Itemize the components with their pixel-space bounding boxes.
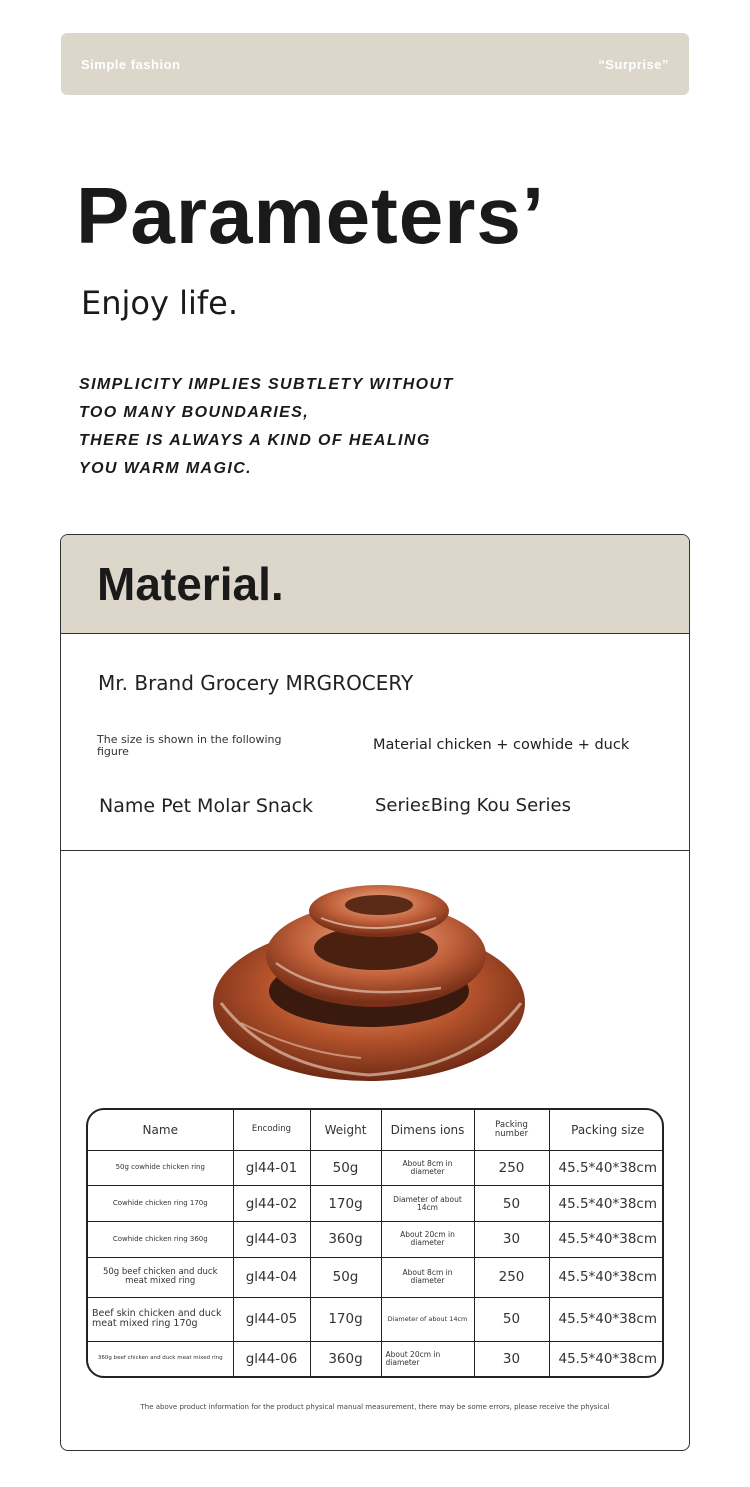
cell-dimensions: About 20cm in diameter [381, 1341, 474, 1376]
cell-packing-number: 30 [474, 1221, 549, 1257]
header-packing-size: Packing size [549, 1110, 664, 1150]
cell-dimensions: Diameter of about 14cm [381, 1186, 474, 1222]
cell-weight: 50g [310, 1150, 381, 1186]
table-header-row [88, 1110, 664, 1150]
cell-encoding: gl44-03 [233, 1221, 310, 1257]
cell-name: Beef skin chicken and duck meat mixed ring 170g [88, 1297, 233, 1341]
cell-packing-number: 50 [474, 1297, 549, 1341]
slogan [79, 371, 454, 483]
cell-packing-size: 45.5*40*38cm [549, 1186, 664, 1222]
cell-encoding: gl44-01 [233, 1150, 310, 1186]
cell-name: Cowhide chicken ring 170g [88, 1186, 233, 1222]
cell-name: 50g beef chicken and duck meat mixed ring [88, 1257, 233, 1297]
size-note: The size is shown in the following figure [97, 733, 282, 758]
slogan-line: TOO MANY BOUNDARIES, [79, 404, 310, 421]
header-dimensions: Dimens ions [381, 1110, 474, 1150]
cell-dimensions: Diameter of about 14cm [381, 1297, 474, 1341]
header-packing-number: Packing number [474, 1110, 549, 1150]
material-card-header [61, 535, 689, 634]
parameters-table [86, 1108, 664, 1378]
table-row [88, 1297, 664, 1341]
cell-packing-size: 45.5*40*38cm [549, 1150, 664, 1186]
cell-packing-size: 45.5*40*38cm [549, 1297, 664, 1341]
header-weight: Weight [310, 1110, 381, 1150]
header-name: Name [88, 1110, 233, 1150]
banner-left-text: Simple fashion [81, 57, 181, 72]
material-text: Material chicken + cowhide + duck [373, 737, 630, 753]
table-row [88, 1150, 664, 1186]
page-subtitle: Enjoy life. [81, 284, 238, 322]
table-row [88, 1221, 664, 1257]
table-row [88, 1257, 664, 1297]
cell-packing-size: 45.5*40*38cm [549, 1221, 664, 1257]
cell-name: Cowhide chicken ring 360g [88, 1221, 233, 1257]
cell-encoding: gl44-05 [233, 1297, 310, 1341]
cell-packing-number: 250 [474, 1150, 549, 1186]
cell-packing-size: 45.5*40*38cm [549, 1257, 664, 1297]
brand-text: Mr. Brand Grocery MRGROCERY [98, 671, 414, 695]
cell-weight: 50g [310, 1257, 381, 1297]
cell-packing-number: 50 [474, 1186, 549, 1222]
slogan-line: THERE IS ALWAYS A KIND OF HEALING [79, 432, 431, 449]
table-row [88, 1186, 664, 1222]
cell-encoding: gl44-02 [233, 1186, 310, 1222]
cell-weight: 360g [310, 1341, 381, 1376]
cell-weight: 170g [310, 1297, 381, 1341]
slogan-line: SIMPLICITY IMPLIES SUBTLETY WITHOUT [79, 376, 454, 393]
cell-name: 50g cowhide chicken ring [88, 1150, 233, 1186]
cell-dimensions: About 8cm in diameter [381, 1257, 474, 1297]
table-row [88, 1341, 664, 1376]
banner-right-text: “Surprise” [598, 57, 669, 72]
product-name: Name Pet Molar Snack [99, 795, 314, 817]
product-info [61, 635, 689, 851]
top-banner [61, 33, 689, 95]
material-heading: Material. [97, 558, 284, 610]
page-title: Parameters’ [76, 171, 546, 260]
cell-dimensions: About 20cm in diameter [381, 1221, 474, 1257]
footnote: The above product information for the product physical manual measurement, there may be some errors, please receive the physical [140, 1403, 610, 1411]
product-series: SerieεBing Kou Series [375, 795, 572, 816]
cell-packing-size: 45.5*40*38cm [558, 1350, 657, 1367]
product-photo [211, 863, 541, 1088]
cell-packing-number: 250 [474, 1257, 549, 1297]
cell-encoding: gl44-06 [233, 1341, 310, 1376]
cell-encoding: gl44-04 [233, 1257, 310, 1297]
material-card [60, 534, 690, 1451]
cell-dimensions: About 8cm in diameter [381, 1150, 474, 1186]
cell-weight: 170g [310, 1186, 381, 1222]
slogan-line: YOU WARM MAGIC. [79, 460, 252, 477]
cell-name: 360g beef chicken and duck meat mixed ring [88, 1341, 233, 1376]
cell-weight: 360g [310, 1221, 381, 1257]
header-encoding: Encoding [233, 1110, 310, 1150]
cell-packing-number: 30 [474, 1341, 549, 1376]
